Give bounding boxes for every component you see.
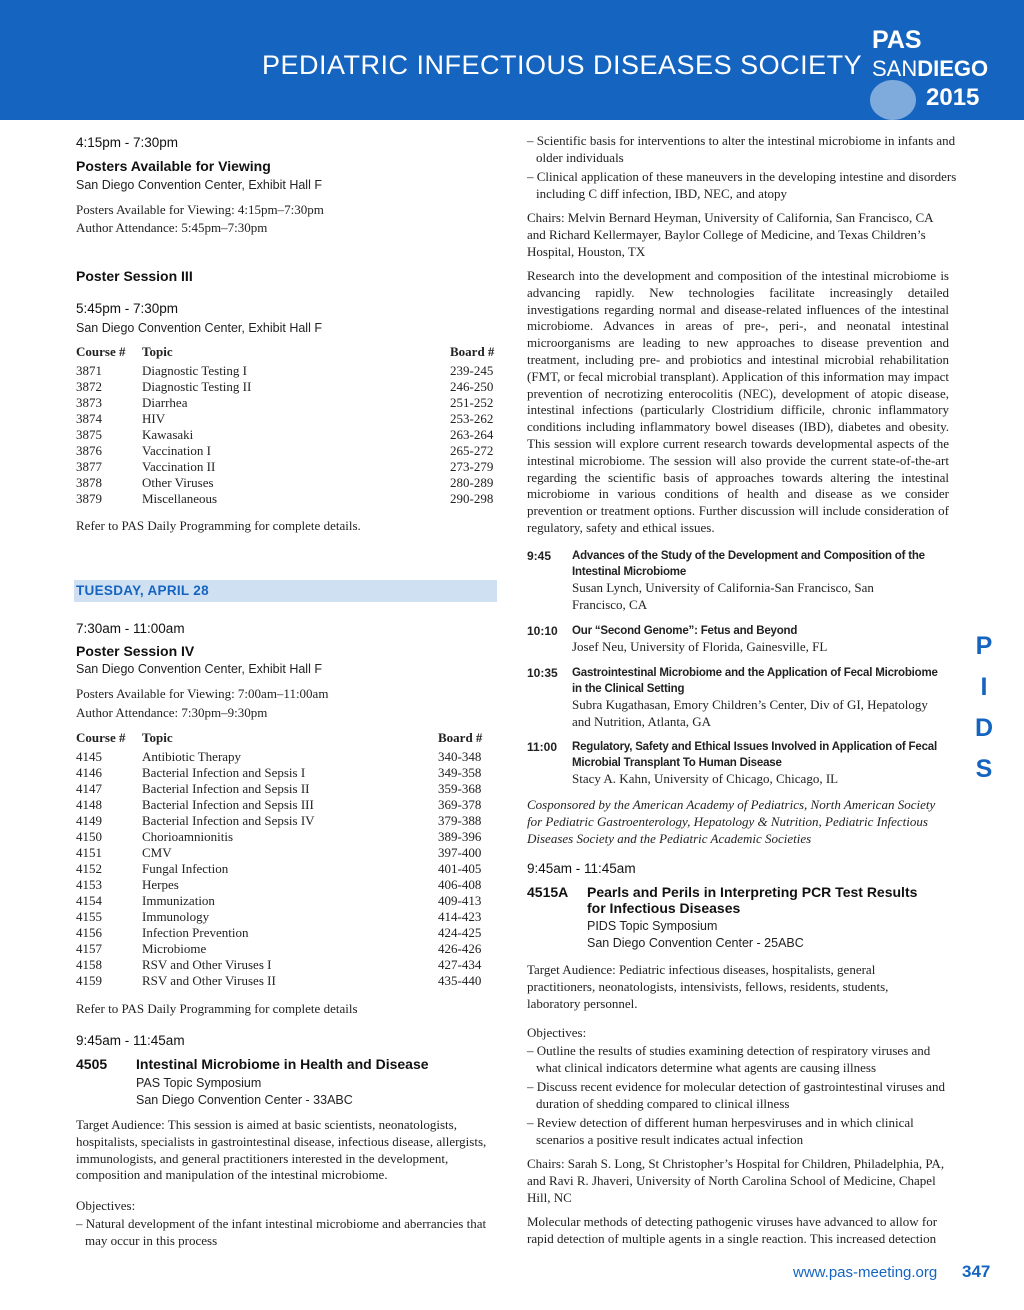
wave-icon xyxy=(870,80,916,120)
topic-cell: Diarrhea xyxy=(142,395,188,410)
course-number-cell: 4145 xyxy=(76,749,102,764)
course-number-cell: 4150 xyxy=(76,829,102,844)
board-range-cell: 280-289 xyxy=(450,475,494,490)
s4515-title-line2: for Infectious Diseases xyxy=(587,900,741,916)
page-number: 347 xyxy=(962,1262,991,1281)
table-header-row xyxy=(76,344,497,363)
topic-cell: Bacterial Infection and Sepsis III xyxy=(142,797,314,812)
course-number-cell: 4149 xyxy=(76,813,102,828)
session4-location: San Diego Convention Center, Exhibit Hall F xyxy=(76,662,322,676)
board-range-cell: 414-423 xyxy=(438,909,482,924)
topic-cell: Microbiome xyxy=(142,941,207,956)
session4-table xyxy=(76,730,485,989)
block-time: 4:15pm - 7:30pm xyxy=(76,135,179,150)
course-number-cell: 4147 xyxy=(76,781,102,796)
board-range-cell: 435-440 xyxy=(438,973,482,988)
talk-title: Our “Second Genome”: Fetus and Beyond xyxy=(572,625,798,637)
board-range-cell: 427-434 xyxy=(438,957,482,972)
course-number-cell: 4148 xyxy=(76,797,102,812)
course-number-cell: 4153 xyxy=(76,877,102,892)
table-row xyxy=(76,973,485,989)
table-row xyxy=(76,941,485,957)
talk-time: 10:10 xyxy=(527,624,558,638)
s4505-audience: Target Audience: This session is aimed at basic scientists, neonatologists, hospitalists, specialists in gastrointestinal disease, infectious disease, allergists, immunologists, and general practitioners interested in the development, composition and manipulation of the intestinal microbiome. xyxy=(76,1117,487,1183)
topic-cell: Kawasaki xyxy=(142,427,194,442)
s4515-objectives-label: Objectives: xyxy=(527,1025,587,1040)
header-banner xyxy=(0,0,1024,120)
table-row xyxy=(76,797,485,813)
s4515-chairs: Chairs: Sarah S. Long, St Christopher’s Hospital for Children, Philadelphia, PA, and Ravi R. Jhaveri, University of North Carolina School of Medicine, Chapel Hill, NC xyxy=(527,1156,945,1205)
table-row xyxy=(76,749,485,765)
course-number-cell: 3876 xyxy=(76,443,102,458)
s4505-objective-1: – Natural development of the infant intestinal microbiome and aberrancies that may occur in this process xyxy=(76,1216,487,1248)
cosponsor-note: Cosponsored by the American Academy of Pediatrics, North American Society for Pediatric Gastroenterology, Hepatology & Nutrition, Pediatric Infectious Diseases Society and the Pediatric Academic Societies xyxy=(527,797,936,846)
topic-cell: Infection Prevention xyxy=(142,925,249,940)
course-col-header: Course # xyxy=(76,344,126,359)
session3-table xyxy=(76,344,497,507)
s4515-location: San Diego Convention Center - 25ABC xyxy=(587,936,804,950)
s4505-location: San Diego Convention Center - 33ABC xyxy=(136,1093,353,1107)
board-range-cell: 426-426 xyxy=(438,941,482,956)
topic-cell: Bacterial Infection and Sepsis I xyxy=(142,765,306,780)
s4505-description: Research into the development and composition of the intestinal microbiome is advancing rapidly. New technologies facilitate increasingly detailed investigations regarding normal and disease-related influences of the intestinal microbiome. Advances in areas of pre-, peri-, and neonatal intestinal microorganisms are leading to new approaches to disease prevention and treatment, including pre- and probiotics and intestinal microbial rehabilitation (FMT, or fecal microbial transplant). Application of this information may impact prevention of necrotizing enterocolitis (NEC), development of atopic disease, intestinal infections (particularly Clostridium difficile, chronic inflammatory conditions including inflammatory bowel diseases (IBD), diabetes and obesity. This session will explore current research towards developmental aspects of the intestinal microbiome. The session will also provide the current state-of-the-art regarding the scientific basis of approaches towards altering the intestinal microbiome in various conditions of health and disease as we consider prevention or treatment options. Further discussion will include consideration of regulatory, safety and ethical issues. xyxy=(527,268,949,535)
s4505-title: Intestinal Microbiome in Health and Disease xyxy=(136,1056,429,1072)
board-range-cell: 359-368 xyxy=(438,781,482,796)
board-range-cell: 389-396 xyxy=(438,829,482,844)
course-number-cell: 3877 xyxy=(76,459,102,474)
course-number-cell: 4159 xyxy=(76,973,102,988)
s4515-time: 9:45am - 11:45am xyxy=(527,861,636,876)
board-range-cell: 340-348 xyxy=(438,749,482,764)
talk-title: Advances of the Study of the Development and Composition of the Intestinal Microbiome xyxy=(572,550,925,578)
course-number-cell: 3872 xyxy=(76,379,102,394)
session3-location: San Diego Convention Center, Exhibit Hall F xyxy=(76,321,322,335)
topic-cell: Herpes xyxy=(142,877,179,892)
talk-time: 9:45 xyxy=(527,549,552,563)
table-row xyxy=(76,765,485,781)
s4515-description: Molecular methods of detecting pathogenic viruses have advanced to allow for rapid detection of multiple agents in a single reaction. This increased detection xyxy=(527,1214,938,1246)
s4515-number: 4515A xyxy=(527,884,569,900)
topic-col-header: Topic xyxy=(142,730,173,745)
side-tab-letter: D xyxy=(974,714,994,742)
board-range-cell: 265-272 xyxy=(450,443,494,458)
talk-title: Gastrointestinal Microbiome and the Application of Fecal Microbiome in the Clinical Setting xyxy=(572,667,938,695)
table-row xyxy=(76,459,497,475)
side-tab-letter: I xyxy=(980,673,988,701)
session3-time: 5:45pm - 7:30pm xyxy=(76,301,179,316)
board-range-cell: 406-408 xyxy=(438,877,482,892)
table-row xyxy=(76,813,485,829)
pas-logo xyxy=(862,22,1012,118)
course-number-cell: 4152 xyxy=(76,861,102,876)
society-title: PEDIATRIC INFECTIOUS DISEASES SOCIETY xyxy=(262,50,863,80)
block-viewing-time: Posters Available for Viewing: 4:15pm–7:30pm xyxy=(76,202,324,217)
talk-speaker: Subra Kugathasan, Emory Children’s Center, Div of GI, Hepatology and Nutrition, Atlanta, GA xyxy=(572,697,928,729)
topic-cell: Fungal Infection xyxy=(142,861,229,876)
block-heading: Posters Available for Viewing xyxy=(76,158,271,174)
s4515-title-line1: Pearls and Perils in Interpreting PCR Test Results xyxy=(587,884,918,900)
course-number-cell: 3879 xyxy=(76,491,102,506)
topic-cell: RSV and Other Viruses II xyxy=(142,973,276,988)
block-author-time: Author Attendance: 5:45pm–7:30pm xyxy=(76,220,268,235)
logo-pas: PAS xyxy=(872,26,922,54)
session4-heading: Poster Session IV xyxy=(76,643,195,659)
course-number-cell: 3871 xyxy=(76,363,102,378)
s4505-objectives-label: Objectives: xyxy=(76,1198,136,1213)
topic-cell: Bacterial Infection and Sepsis IV xyxy=(142,813,315,828)
footer-url-link[interactable]: www.pas-meeting.org xyxy=(793,1264,938,1281)
board-range-cell: 253-262 xyxy=(450,411,494,426)
board-range-cell: 401-405 xyxy=(438,861,482,876)
board-range-cell: 369-378 xyxy=(438,797,482,812)
table-row xyxy=(76,893,485,909)
table-row xyxy=(76,861,485,877)
table-row xyxy=(76,925,485,941)
talk-title: Regulatory, Safety and Ethical Issues Involved in Application of Fecal Microbial Transplant To Human Disease xyxy=(572,741,937,769)
board-range-cell: 290-298 xyxy=(450,491,494,506)
talk-speaker: Susan Lynch, University of California-San Francisco, San Francisco, CA xyxy=(572,580,874,612)
board-range-cell: 251-252 xyxy=(450,395,494,410)
board-range-cell: 397-400 xyxy=(438,845,482,860)
course-number-cell: 4154 xyxy=(76,893,102,908)
session3-heading: Poster Session III xyxy=(76,268,193,284)
table-row xyxy=(76,877,485,893)
logo-city: SANDIEGO xyxy=(872,56,989,81)
talk-speaker: Josef Neu, University of Florida, Gainesville, FL xyxy=(572,639,828,654)
session3-note: Refer to PAS Daily Programming for complete details. xyxy=(76,518,361,533)
board-range-cell: 246-250 xyxy=(450,379,494,394)
session4-note: Refer to PAS Daily Programming for complete details xyxy=(76,1001,358,1016)
table-row xyxy=(76,363,497,379)
topic-cell: Other Viruses xyxy=(142,475,214,490)
board-range-cell: 273-279 xyxy=(450,459,494,474)
board-range-cell: 424-425 xyxy=(438,925,482,940)
course-number-cell: 3873 xyxy=(76,395,102,410)
table-row xyxy=(76,443,497,459)
table-row xyxy=(76,475,497,491)
board-range-cell: 409-413 xyxy=(438,893,482,908)
table-row xyxy=(76,829,485,845)
s4505-objective-2: – Scientific basis for interventions to alter the intestinal microbiome in infants and older individuals xyxy=(527,133,956,165)
s4515-type: PIDS Topic Symposium xyxy=(587,919,718,933)
topic-cell: Diagnostic Testing II xyxy=(142,379,252,394)
topic-cell: HIV xyxy=(142,411,166,426)
pids-side-tab xyxy=(972,626,996,790)
board-range-cell: 263-264 xyxy=(450,427,494,442)
table-row xyxy=(76,395,497,411)
course-number-cell: 4156 xyxy=(76,925,102,940)
table-row xyxy=(76,427,497,443)
course-number-cell: 3878 xyxy=(76,475,102,490)
s4515-objective-2: – Discuss recent evidence for molecular detection of gastrointestinal viruses and duration of shedding compared to clinical illness xyxy=(527,1079,946,1111)
talk-time: 10:35 xyxy=(527,666,558,680)
topic-cell: Immunization xyxy=(142,893,215,908)
table-row xyxy=(76,379,497,395)
s4505-type: PAS Topic Symposium xyxy=(136,1076,262,1090)
topic-cell: Immunology xyxy=(142,909,210,924)
course-number-cell: 4151 xyxy=(76,845,102,860)
board-range-cell: 239-245 xyxy=(450,363,494,378)
day-header xyxy=(74,580,497,602)
side-tab-letter: S xyxy=(975,755,993,783)
logo-year: 2015 xyxy=(926,84,980,111)
course-number-cell: 3875 xyxy=(76,427,102,442)
topic-col-header: Topic xyxy=(142,344,173,359)
talk-time: 11:00 xyxy=(527,740,558,754)
course-number-cell: 3874 xyxy=(76,411,102,426)
board-range-cell: 349-358 xyxy=(438,765,482,780)
topic-cell: Chorioamnionitis xyxy=(142,829,233,844)
table-row xyxy=(76,845,485,861)
topic-cell: Diagnostic Testing I xyxy=(142,363,248,378)
s4515-objective-3: – Review detection of different human herpesviruses and in which clinical scenarios a positive result indicates actual infection xyxy=(527,1115,914,1147)
s4505-time: 9:45am - 11:45am xyxy=(76,1033,185,1048)
day-label: TUESDAY, APRIL 28 xyxy=(76,583,209,598)
course-number-cell: 4146 xyxy=(76,765,102,780)
topic-cell: CMV xyxy=(142,845,172,860)
s4505-objective-3: – Clinical application of these maneuvers in the developing intestine and disorders including C diff infection, IBD, NEC, and atopy xyxy=(527,169,957,201)
board-range-cell: 379-388 xyxy=(438,813,482,828)
course-number-cell: 4158 xyxy=(76,957,102,972)
board-col-header: Board # xyxy=(438,730,483,745)
board-col-header: Board # xyxy=(450,344,495,359)
table-header-row xyxy=(76,730,485,749)
table-row xyxy=(76,909,485,925)
s4505-number: 4505 xyxy=(76,1056,108,1072)
topic-cell: Vaccination II xyxy=(142,459,216,474)
talk-speaker: Stacy A. Kahn, University of Chicago, Chicago, IL xyxy=(572,771,839,786)
table-row xyxy=(76,491,497,507)
table-row xyxy=(76,957,485,973)
table-row xyxy=(76,781,485,797)
session4-time: 7:30am - 11:00am xyxy=(76,621,185,636)
side-tab-letter: P xyxy=(975,632,993,660)
table-row xyxy=(76,411,497,427)
topic-cell: Antibiotic Therapy xyxy=(142,749,242,764)
session4-viewing-time: Posters Available for Viewing: 7:00am–11:00am xyxy=(76,686,329,701)
s4515-objective-1: – Outline the results of studies examining detection of respiratory viruses and what clinical indicators determine what agents are causing illness xyxy=(527,1043,931,1075)
course-number-cell: 4157 xyxy=(76,941,102,956)
s4515-audience: Target Audience: Pediatric infectious diseases, hospitalists, general practitioners, neonatologists, intensivists, fellows, residents, students, laboratory personnel. xyxy=(527,962,889,1011)
block-location: San Diego Convention Center, Exhibit Hall F xyxy=(76,178,322,192)
session4-author-time: Author Attendance: 7:30pm–9:30pm xyxy=(76,705,268,720)
topic-cell: Vaccination I xyxy=(142,443,211,458)
s4505-chairs: Chairs: Melvin Bernard Heyman, University of California, San Francisco, CA and Richard Kellermayer, Baylor College of Medicine, and Texas Children’s Hospital, Houston, TX xyxy=(527,210,933,259)
topic-cell: Bacterial Infection and Sepsis II xyxy=(142,781,310,796)
course-number-cell: 4155 xyxy=(76,909,102,924)
course-col-header: Course # xyxy=(76,730,126,745)
topic-cell: Miscellaneous xyxy=(142,491,218,506)
topic-cell: RSV and Other Viruses I xyxy=(142,957,272,972)
